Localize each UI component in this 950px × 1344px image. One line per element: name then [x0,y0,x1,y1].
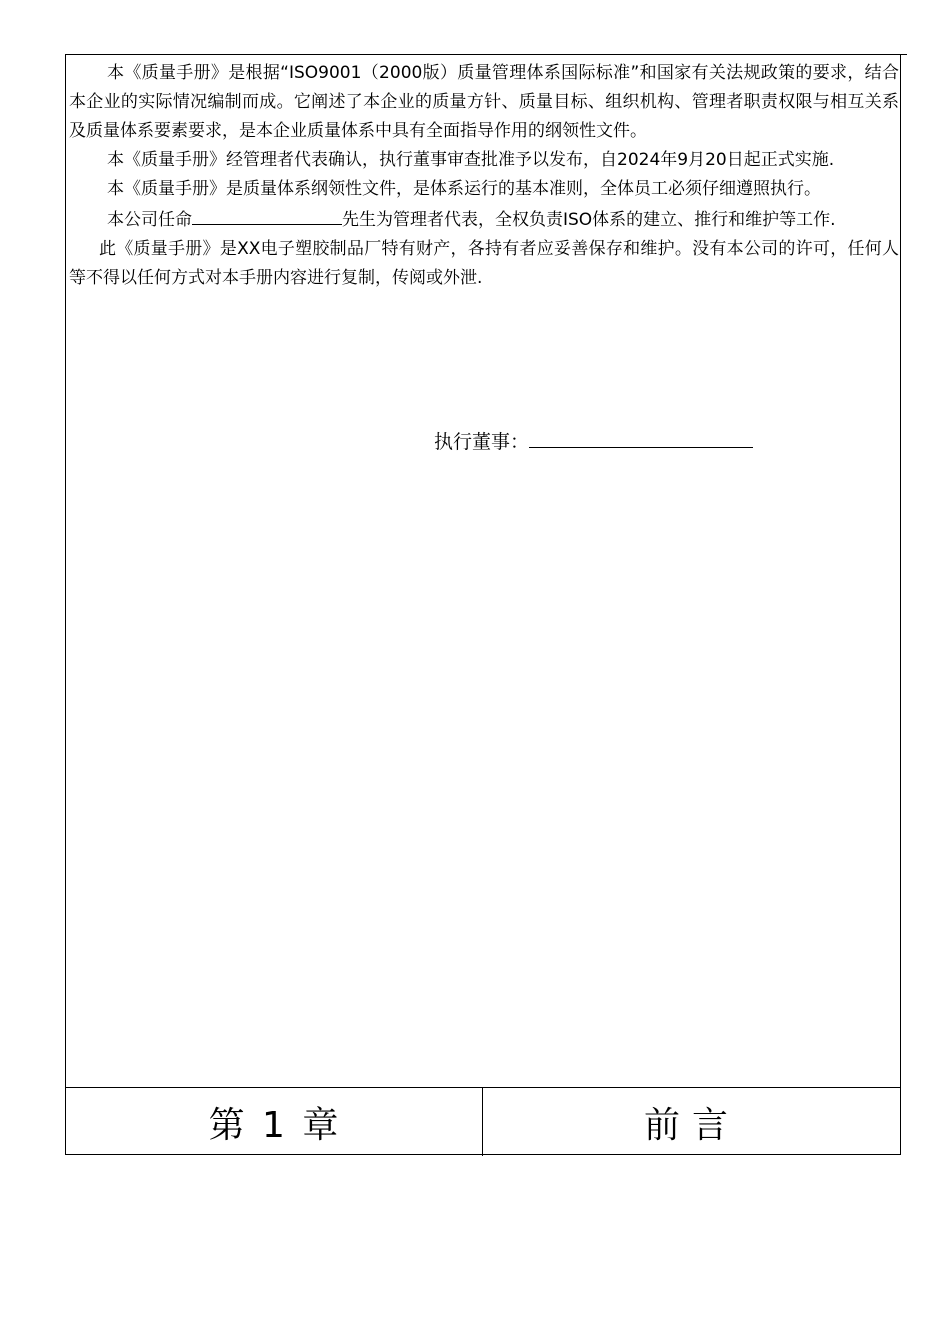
corner-mark [901,54,907,55]
paragraph-effective-date: 本《质量手册》经管理者代表确认，执行董事审查批准予以发布，自2024年9月20日起正式实施. [107,150,835,170]
appointment-text-before: 本公司任命 [107,210,192,230]
paragraph-appointment [69,204,899,235]
appointment-text-after: 先生为管理者代表，全权负责ISO体系的建立、推行和维护等工作. [342,210,836,230]
paragraph-purpose: 本《质量手册》是根据“ISO9001（2000版）质量管理体系国际标准”和国家有关法规政策的要求，结合本企业的实际情况编制而成。它阐述了本企业的质量方针、质量目标、组织机构、管理者职责权限与相互关系及质量体系要素要求，是本企业质量体系中具有全面指导作用的纲领性文件。 [69,63,899,141]
paragraph-ownership: 此《质量手册》是XX电子塑胶制品厂特有财产，各持有者应妥善保存和维护。没有本公司的许可，任何人等不得以任何方式对本手册内容进行复制，传阅或外泄. [69,239,899,288]
foreword-body [69,59,899,293]
signature-label: 执行董事： [434,431,530,453]
chapter-title: 前言 [643,1104,740,1146]
signature-blank-line [529,427,753,448]
signature-block [434,427,753,457]
chapter-heading-bar [65,1087,901,1156]
appointee-blank-line [192,204,342,225]
page-frame [65,54,901,1155]
paragraph-guideline: 本《质量手册》是质量体系纲领性文件，是体系运行的基本准则，全体员工必须仔细遵照执行。 [107,179,821,199]
chapter-number: 第 1 章 [65,1088,483,1156]
